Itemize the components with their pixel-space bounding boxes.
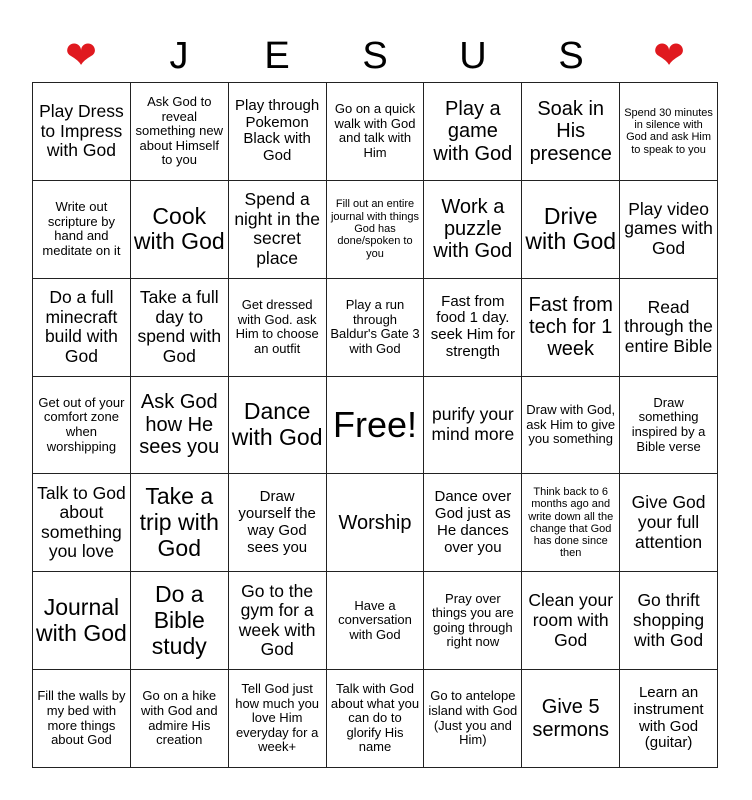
bingo-cell[interactable]: Do a Bible study bbox=[131, 572, 229, 670]
free-space-cell[interactable]: Free! bbox=[327, 377, 425, 475]
heart-icon: ❤ bbox=[65, 35, 97, 77]
bingo-cell[interactable]: Have a conversation with God bbox=[327, 572, 425, 670]
bingo-grid bbox=[32, 82, 718, 768]
bingo-cell[interactable]: Go to the gym for a week with God bbox=[229, 572, 327, 670]
bingo-cell[interactable]: Clean your room with God bbox=[522, 572, 620, 670]
header-letter-u: U bbox=[459, 35, 487, 77]
header-letter-e: E bbox=[264, 35, 290, 77]
bingo-cell[interactable]: Play a game with God bbox=[424, 83, 522, 181]
bingo-cell[interactable]: Draw something inspired by a Bible verse bbox=[620, 377, 718, 475]
bingo-cell[interactable]: Get out of your comfort zone when worshipping bbox=[33, 377, 131, 475]
bingo-cell[interactable]: Talk to God about something you love bbox=[33, 474, 131, 572]
bingo-cell[interactable]: Dance with God bbox=[229, 377, 327, 475]
bingo-cell[interactable]: Play video games with God bbox=[620, 181, 718, 279]
bingo-cell[interactable]: Go on a quick walk with God and talk with Him bbox=[327, 83, 425, 181]
bingo-cell[interactable]: Tell God just how much you love Him everyday for a week+ bbox=[229, 670, 327, 768]
bingo-cell[interactable]: Go on a hike with God and admire His creation bbox=[131, 670, 229, 768]
header-letter-s: S bbox=[362, 35, 388, 77]
bingo-cell[interactable]: Drive with God bbox=[522, 181, 620, 279]
bingo-cell[interactable]: Think back to 6 months ago and write down all the change that God has done since then bbox=[522, 474, 620, 572]
bingo-cell[interactable]: purify your mind more bbox=[424, 377, 522, 475]
bingo-cell[interactable]: Journal with God bbox=[33, 572, 131, 670]
bingo-cell[interactable]: Go to antelope island with God (Just you and Him) bbox=[424, 670, 522, 768]
bingo-cell[interactable]: Give God your full attention bbox=[620, 474, 718, 572]
bingo-cell[interactable]: Read through the entire Bible bbox=[620, 279, 718, 377]
bingo-cell[interactable]: Give 5 sermons bbox=[522, 670, 620, 768]
bingo-cell[interactable]: Worship bbox=[327, 474, 425, 572]
bingo-cell[interactable]: Write out scripture by hand and meditate on it bbox=[33, 181, 131, 279]
bingo-cell[interactable]: Draw with God, ask Him to give you something bbox=[522, 377, 620, 475]
header-letter-j: J bbox=[169, 35, 189, 77]
bingo-cell[interactable]: Play Dress to Impress with God bbox=[33, 83, 131, 181]
bingo-cell[interactable]: Work a puzzle with God bbox=[424, 181, 522, 279]
bingo-cell[interactable]: Take a trip with God bbox=[131, 474, 229, 572]
bingo-cell[interactable]: Play a run through Baldur's Gate 3 with God bbox=[327, 279, 425, 377]
bingo-cell[interactable]: Go thrift shopping with God bbox=[620, 572, 718, 670]
bingo-cell[interactable]: Draw yourself the way God sees you bbox=[229, 474, 327, 572]
bingo-cell[interactable]: Get dressed with God. ask Him to choose an outfit bbox=[229, 279, 327, 377]
bingo-cell[interactable]: Fill the walls by my bed with more things about God bbox=[33, 670, 131, 768]
bingo-header bbox=[32, 30, 718, 82]
bingo-cell[interactable]: Spend a night in the secret place bbox=[229, 181, 327, 279]
heart-icon: ❤ bbox=[653, 35, 685, 77]
bingo-cell[interactable]: Pray over things you are going through right now bbox=[424, 572, 522, 670]
bingo-cell[interactable]: Talk with God about what you can do to glorify His name bbox=[327, 670, 425, 768]
bingo-cell[interactable]: Fill out an entire journal with things God has done/spoken to you bbox=[327, 181, 425, 279]
bingo-cell[interactable]: Spend 30 minutes in silence with God and ask Him to speak to you bbox=[620, 83, 718, 181]
bingo-cell[interactable]: Do a full minecraft build with God bbox=[33, 279, 131, 377]
bingo-cell[interactable]: Fast from food 1 day. seek Him for strength bbox=[424, 279, 522, 377]
bingo-cell[interactable]: Take a full day to spend with God bbox=[131, 279, 229, 377]
bingo-cell[interactable]: Cook with God bbox=[131, 181, 229, 279]
bingo-cell[interactable]: Ask God how He sees you bbox=[131, 377, 229, 475]
bingo-cell[interactable]: Ask God to reveal something new about Himself to you bbox=[131, 83, 229, 181]
bingo-cell[interactable]: Fast from tech for 1 week bbox=[522, 279, 620, 377]
bingo-cell[interactable]: Play through Pokemon Black with God bbox=[229, 83, 327, 181]
bingo-cell[interactable]: Dance over God just as He dances over you bbox=[424, 474, 522, 572]
bingo-cell[interactable]: Soak in His presence bbox=[522, 83, 620, 181]
header-letter-s2: S bbox=[558, 35, 584, 77]
bingo-cell[interactable]: Learn an instrument with God (guitar) bbox=[620, 670, 718, 768]
